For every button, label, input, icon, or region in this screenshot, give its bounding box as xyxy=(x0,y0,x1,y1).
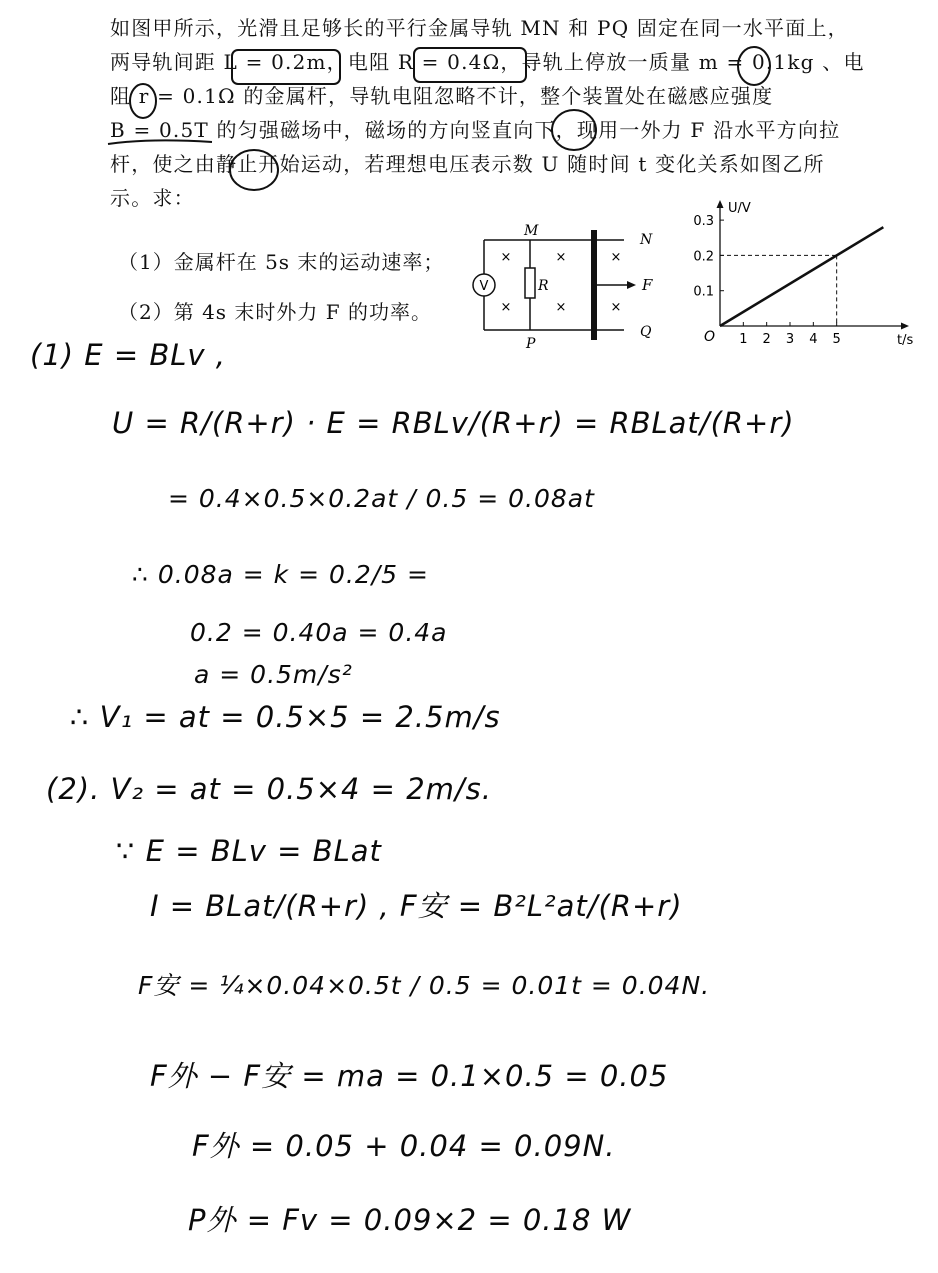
solution-line-12: F外 − F安 = ma = 0.1×0.5 = 0.05 xyxy=(150,1059,669,1093)
series-line xyxy=(720,227,883,326)
y-tick-label: 0.2 xyxy=(693,249,714,265)
field-cross: × xyxy=(500,300,512,315)
solution-line-13: F外 = 0.05 + 0.04 = 0.09N. xyxy=(192,1129,616,1163)
x-tick-label: 4 xyxy=(809,332,818,346)
x-axis-arrow xyxy=(901,323,909,330)
problem-line-3: 阻 r = 0.1Ω 的金属杆，导轨电阻忽略不计，整个装置处在磁感应强度 xyxy=(110,84,774,108)
y-tick-label: 0.1 xyxy=(693,284,714,300)
x-tick-label: 1 xyxy=(739,332,748,346)
origin-label: O xyxy=(704,329,716,345)
problem-line-5: 杆，使之由静止开始运动，若理想电压表示数 U 随时间 t 变化关系如图乙所 xyxy=(110,152,825,176)
question-2: （2）第 4s 末时外力 F 的功率。 xyxy=(118,300,433,324)
field-cross: × xyxy=(555,300,567,315)
metal-rod xyxy=(591,230,597,340)
solution-line-6: a = 0.5m/s² xyxy=(194,660,353,689)
problem-line-2: 两导轨间距 L = 0.2m，电阻 R = 0.4Ω，导轨上停放一质量 m = 0.1kg 、电 xyxy=(110,50,865,74)
resistor-symbol xyxy=(525,268,535,298)
field-cross: × xyxy=(610,300,622,315)
solution-line-4: ∴ 0.08a = k = 0.2/5 = xyxy=(132,560,429,589)
solution-line-8: (2). V₂ = at = 0.5×4 = 2m/s. xyxy=(46,772,492,806)
field-cross: × xyxy=(555,250,567,265)
x-tick-label: 3 xyxy=(785,332,795,346)
label-M: M xyxy=(524,223,539,239)
field-cross: × xyxy=(610,250,622,265)
label-R: R xyxy=(538,278,549,294)
problem-line-6: 示。求： xyxy=(110,186,195,210)
solution-line-11: F安 = ¼×0.04×0.5t / 0.5 = 0.01t = 0.04N. xyxy=(138,971,711,1000)
x-tick-label: 5 xyxy=(832,332,841,346)
y-axis-label: U/V xyxy=(728,201,751,216)
problem-line-1: 如图甲所示，光滑且足够长的平行金属导轨 MN 和 PQ 固定在同一水平面上， xyxy=(110,16,849,40)
solution-line-2: U = R/(R+r) · E = RBLv/(R+r) = RBLat/(R+r) xyxy=(112,406,795,440)
y-axis-arrow xyxy=(717,200,724,208)
problem-line-4: B = 0.5T 的匀强磁场中，磁场的方向竖直向下，现用一外力 F 沿水平方向拉 xyxy=(110,118,841,142)
force-arrowhead xyxy=(627,281,636,289)
label-N: N xyxy=(640,232,653,248)
label-P: P xyxy=(526,336,536,352)
x-tick-label: 2 xyxy=(762,332,771,346)
solution-line-3: = 0.4×0.5×0.2at / 0.5 = 0.08at xyxy=(168,484,595,513)
y-tick-label: 0.3 xyxy=(693,214,714,230)
label-Q: Q xyxy=(640,324,652,340)
label-F: F xyxy=(642,276,653,294)
question-1: （1）金属杆在 5s 末的运动速率； xyxy=(118,250,445,274)
solution-line-14: P外 = Fv = 0.09×2 = 0.18 W xyxy=(188,1203,632,1237)
x-axis-label: t/s xyxy=(897,333,914,346)
solution-line-5: 0.2 = 0.40a = 0.4a xyxy=(190,618,448,647)
circuit-diagram xyxy=(464,222,664,352)
solution-line-7: ∴ V₁ = at = 0.5×5 = 2.5m/s xyxy=(70,700,501,734)
solution-line-9: ∵ E = BLv = BLat xyxy=(116,834,382,868)
solution-line-1: (1) E = BLv , xyxy=(30,338,227,372)
field-cross: × xyxy=(500,250,512,265)
voltmeter-label: V xyxy=(479,279,489,294)
solution-line-10: I = BLat/(R+r) , F安 = B²L²at/(R+r) xyxy=(150,889,683,923)
voltage-time-chart xyxy=(690,196,920,346)
